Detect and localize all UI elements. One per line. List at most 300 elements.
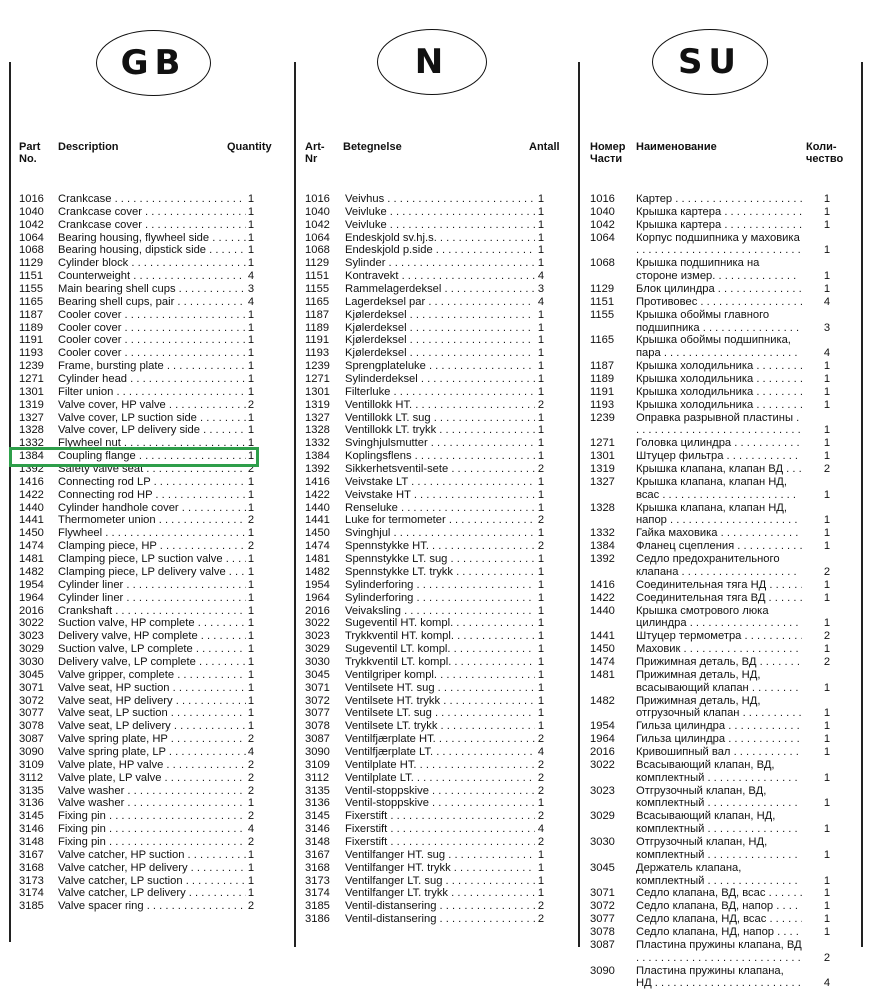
part-number: 1482: [19, 565, 44, 578]
part-description: Cylinder block . . .: [58, 257, 246, 270]
part-description: Маховик . . .: [636, 643, 802, 656]
su-table-row: [590, 733, 840, 746]
gb-table-row: [19, 232, 269, 245]
part-description: Ventil-stoppskive . . .: [345, 797, 535, 810]
gb-table-row: [19, 875, 269, 888]
n-table-row: [305, 553, 565, 566]
part-quantity: 1: [537, 411, 545, 424]
part-description: Седло клапана, ВД, всас . . .: [636, 887, 802, 900]
su-table-row: [590, 939, 840, 965]
part-quantity: 1: [247, 437, 255, 450]
part-quantity: 1: [247, 694, 255, 707]
n-table-row: [305, 437, 565, 450]
gb-table-row: [19, 772, 269, 785]
part-quantity: 1: [537, 321, 545, 334]
part-description: Cooler cover . . .: [58, 322, 246, 335]
part-number: 1416: [305, 475, 330, 488]
part-number: 1440: [590, 604, 615, 617]
part-number: 1392: [305, 463, 330, 476]
part-quantity: 1: [537, 874, 545, 887]
part-description: Отгрузочный клапан, ВД, комплектный . . .: [636, 785, 802, 811]
part-quantity: 1: [247, 244, 255, 257]
part-description: Крышка клапана, клапан ВД . . .: [636, 463, 802, 476]
part-description: Ventilsete LT. sug . . .: [345, 707, 535, 720]
part-quantity: 1: [537, 385, 545, 398]
n-table-row: [305, 579, 565, 592]
part-description: Valve washer . . .: [58, 797, 246, 810]
part-description: Trykkventil HT. kompl. . . .: [345, 630, 535, 643]
part-number: 1155: [590, 308, 615, 321]
part-description: Veivluke . . .: [345, 206, 535, 219]
part-description: Sikkerhetsventil-sete . . .: [345, 463, 535, 476]
su-table-row: [590, 463, 840, 476]
part-quantity: 2: [247, 540, 255, 553]
part-quantity: 2: [537, 784, 545, 797]
part-number: 2016: [305, 604, 330, 617]
su-table-row: [590, 219, 840, 232]
part-number: 3022: [590, 758, 615, 771]
part-quantity: 1: [247, 501, 255, 514]
part-quantity: 2: [247, 514, 255, 527]
part-number: 1964: [19, 591, 44, 604]
part-quantity: 2: [247, 771, 255, 784]
part-description: Bearing shell cups, pair . . .: [58, 296, 246, 309]
gb-table-row: [19, 720, 269, 733]
n-table-row: [305, 219, 565, 232]
part-number: 3078: [19, 720, 44, 733]
part-description: Прижимная деталь, ВД . . .: [636, 656, 802, 669]
n-table-row: [305, 695, 565, 708]
su-table-row: [590, 437, 840, 450]
part-description: Main bearing shell cups . . .: [58, 283, 246, 296]
part-number: 3109: [19, 758, 44, 771]
part-quantity: 1: [537, 218, 545, 231]
su-table-row: [590, 720, 840, 733]
su-table-row: [590, 360, 840, 373]
part-number: 1450: [590, 643, 615, 656]
part-description: Spennstykke LT. trykk . . .: [345, 566, 535, 579]
su-table-row: [590, 643, 840, 656]
part-description: Kontravekt . . .: [345, 270, 535, 283]
su-table-row: [590, 862, 840, 888]
part-quantity: 1: [247, 707, 255, 720]
part-quantity: 1: [537, 334, 545, 347]
part-number: 3168: [19, 861, 44, 874]
part-description: Крышка обоймы подшипника, пара . . .: [636, 334, 802, 360]
part-number: 3186: [305, 913, 330, 926]
gb-table-row: [19, 527, 269, 540]
gb-table-row: [19, 412, 269, 425]
part-number: 1040: [590, 205, 615, 218]
part-description: Valve catcher, LP delivery . . .: [58, 887, 246, 900]
n-table-row: [305, 309, 565, 322]
gb-table-row: [19, 682, 269, 695]
part-number: 1271: [305, 373, 330, 386]
part-quantity: 1: [247, 411, 255, 424]
part-number: 1165: [590, 334, 615, 347]
part-number: 1189: [19, 321, 44, 334]
n-table-row: [305, 669, 565, 682]
part-description: Coupling flange . . .: [58, 450, 246, 463]
part-description: Kjølerdeksel . . .: [345, 334, 535, 347]
part-number: 1384: [19, 450, 44, 463]
part-quantity: 2: [247, 733, 255, 746]
n-table-row: [305, 334, 565, 347]
part-number: 1064: [305, 231, 330, 244]
part-quantity: 1: [823, 540, 831, 553]
n-table-row: [305, 489, 565, 502]
part-number: 3071: [305, 681, 330, 694]
part-description: Kjølerdeksel . . .: [345, 322, 535, 335]
part-quantity: 1: [247, 578, 255, 591]
n-header-description: Betegnelse: [343, 141, 402, 153]
part-description: Держатель клапана, комплектный . . .: [636, 862, 802, 888]
part-number: 1954: [590, 720, 615, 733]
part-number: 1422: [590, 591, 615, 604]
part-description: Flywheel nut . . .: [58, 437, 246, 450]
part-number: 1964: [305, 591, 330, 604]
part-description: Veivluke . . .: [345, 219, 535, 232]
su-table-row: [590, 579, 840, 592]
part-quantity: 1: [823, 900, 831, 913]
part-description: Пластина пружины клапана, ВД . . .: [636, 939, 802, 965]
part-number: 1954: [19, 578, 44, 591]
part-number: 3173: [19, 874, 44, 887]
part-description: Kjølerdeksel . . .: [345, 309, 535, 322]
part-description: Всасывающий клапан, ВД, комплектный . . .: [636, 759, 802, 785]
part-quantity: 2: [247, 835, 255, 848]
part-description: Bearing housing, flywheel side . . .: [58, 232, 246, 245]
part-quantity: 1: [537, 617, 545, 630]
part-number: 3077: [19, 707, 44, 720]
part-quantity: 1: [247, 385, 255, 398]
n-table-row: [305, 797, 565, 810]
part-description: Головка цилиндра . . .: [636, 437, 802, 450]
gb-table-row: [19, 630, 269, 643]
part-description: Valve cover, LP delivery side . . .: [58, 424, 246, 437]
part-quantity: 1: [823, 385, 831, 398]
n-table-row: [305, 785, 565, 798]
n-table-row: [305, 849, 565, 862]
part-number: 3071: [590, 887, 615, 900]
part-number: 3029: [590, 810, 615, 823]
n-table-row: [305, 772, 565, 785]
part-quantity: 1: [537, 488, 545, 501]
part-number: 1332: [19, 437, 44, 450]
part-description: Trykkventil LT. kompl. . . .: [345, 656, 535, 669]
part-quantity: 1: [247, 257, 255, 270]
part-number: 3045: [19, 668, 44, 681]
n-table-row: [305, 540, 565, 553]
part-description: Ventilsete LT. trykk . . .: [345, 720, 535, 733]
gb-header-part: Part No.: [19, 141, 41, 165]
part-number: 3077: [590, 913, 615, 926]
part-quantity: 2: [537, 900, 545, 913]
part-description: Cooler cover . . .: [58, 334, 246, 347]
part-quantity: 1: [247, 604, 255, 617]
part-quantity: 1: [537, 848, 545, 861]
part-number: 1319: [305, 398, 330, 411]
part-number: 1042: [305, 218, 330, 231]
part-description: Suction valve, HP complete . . .: [58, 617, 246, 630]
part-quantity: 1: [823, 218, 831, 231]
su-table-row: [590, 540, 840, 553]
part-description: Sprengplateluke . . .: [345, 360, 535, 373]
part-number: 1068: [590, 257, 615, 270]
part-description: Endeskjold p.side . . .: [345, 244, 535, 257]
su-table-row: [590, 476, 840, 502]
part-description: Veivaksling . . .: [345, 605, 535, 618]
su-table-row: [590, 257, 840, 283]
su-table-row: [590, 553, 840, 579]
part-number: 1301: [590, 450, 615, 463]
part-quantity: 1: [537, 668, 545, 681]
part-description: Delivery valve, LP complete . . .: [58, 656, 246, 669]
part-quantity: 2: [247, 463, 255, 476]
part-number: 3072: [19, 694, 44, 707]
part-number: 1440: [305, 501, 330, 514]
gb-table-row: [19, 669, 269, 682]
part-number: 3087: [19, 733, 44, 746]
n-table-row: [305, 746, 565, 759]
part-quantity: 1: [537, 244, 545, 257]
part-quantity: 1: [537, 308, 545, 321]
column-divider-middle: [294, 62, 296, 947]
part-quantity: 4: [247, 270, 255, 283]
part-number: 3072: [590, 900, 615, 913]
part-quantity: 4: [537, 270, 545, 283]
part-number: 1392: [590, 553, 615, 566]
part-number: 3090: [19, 745, 44, 758]
part-description: Fixerstift . . .: [345, 836, 535, 849]
part-number: 3045: [590, 861, 615, 874]
part-number: 3072: [305, 694, 330, 707]
su-table-row: [590, 965, 840, 990]
su-table-row: [590, 810, 840, 836]
gb-table-row: [19, 836, 269, 849]
su-table-row: [590, 913, 840, 926]
language-badge-su: SU: [652, 29, 768, 95]
gb-table-row: [19, 257, 269, 270]
su-table-row: [590, 309, 840, 335]
part-number: 3135: [305, 784, 330, 797]
part-description: Крышка клапана, клапан НД, всас . . .: [636, 476, 802, 502]
part-number: 3030: [305, 655, 330, 668]
part-number: 1155: [305, 283, 330, 296]
part-quantity: 1: [247, 887, 255, 900]
part-quantity: 1: [247, 360, 255, 373]
part-quantity: 2: [823, 655, 831, 668]
n-table-row: [305, 502, 565, 515]
gb-table-row: [19, 849, 269, 862]
part-quantity: 2: [537, 733, 545, 746]
gb-table-row: [19, 540, 269, 553]
part-quantity: 1: [247, 591, 255, 604]
part-description: Valve catcher, HP suction . . .: [58, 849, 246, 862]
part-description: Крышка холодильника . . .: [636, 386, 802, 399]
part-quantity: 1: [537, 360, 545, 373]
part-number: 1450: [19, 527, 44, 540]
part-description: Svinghjulsmutter . . .: [345, 437, 535, 450]
part-description: Ventilsete HT. sug . . .: [345, 682, 535, 695]
part-description: Sylinderforing . . .: [345, 592, 535, 605]
su-header-description: Наименование: [636, 141, 717, 153]
su-table-row: [590, 630, 840, 643]
part-number: 1954: [305, 578, 330, 591]
part-number: 3168: [305, 861, 330, 874]
n-table-row: [305, 836, 565, 849]
part-quantity: 4: [247, 295, 255, 308]
part-description: Veivhus . . .: [345, 193, 535, 206]
su-table-row: [590, 592, 840, 605]
part-description: Отгрузочный клапан, НД, комплектный . . .: [636, 836, 802, 862]
part-number: 3045: [305, 668, 330, 681]
part-number: 3112: [19, 771, 44, 784]
part-number: 3167: [305, 848, 330, 861]
language-badge-gb: GB: [96, 30, 211, 96]
part-number: 1165: [305, 295, 330, 308]
gb-table-row: [19, 656, 269, 669]
gb-table-row: [19, 489, 269, 502]
part-description: Крышка холодильника . . .: [636, 399, 802, 412]
part-number: 3023: [19, 630, 44, 643]
part-quantity: 1: [247, 488, 255, 501]
part-number: 1416: [19, 475, 44, 488]
n-table-row: [305, 887, 565, 900]
part-description: Ventillokk LT. sug . . .: [345, 412, 535, 425]
part-number: 1422: [19, 488, 44, 501]
part-description: Crankshaft . . .: [58, 605, 246, 618]
part-description: Valve spring plate, HP . . .: [58, 733, 246, 746]
part-number: 1441: [305, 514, 330, 527]
gb-table-row: [19, 270, 269, 283]
part-description: Гильза цилиндра . . .: [636, 720, 802, 733]
n-table-row: [305, 656, 565, 669]
gb-table-row: [19, 566, 269, 579]
part-quantity: 2: [247, 784, 255, 797]
part-description: Cooler cover . . .: [58, 309, 246, 322]
part-quantity: 1: [537, 205, 545, 218]
part-quantity: 1: [823, 745, 831, 758]
part-number: 1474: [590, 655, 615, 668]
part-number: 1301: [19, 385, 44, 398]
gb-table-row: [19, 900, 269, 913]
part-quantity: 2: [537, 398, 545, 411]
part-description: Ventil-stoppskive . . .: [345, 785, 535, 798]
part-description: Valve spring plate, LP . . .: [58, 746, 246, 759]
part-quantity: 1: [537, 347, 545, 360]
su-table-row: [590, 669, 840, 695]
n-table-row: [305, 296, 565, 309]
part-number: 1016: [19, 193, 44, 205]
part-number: 1327: [19, 411, 44, 424]
part-number: 1129: [590, 283, 615, 296]
part-description: Veivstake LT . . .: [345, 476, 535, 489]
n-table-row: [305, 810, 565, 823]
part-quantity: 1: [537, 681, 545, 694]
part-number: 3023: [590, 784, 615, 797]
gb-table-row: [19, 553, 269, 566]
part-number: 3022: [19, 617, 44, 630]
gb-table-row: [19, 746, 269, 759]
part-quantity: 1: [823, 193, 831, 205]
part-description: Valve seat, HP delivery . . .: [58, 695, 246, 708]
su-table-row: [590, 695, 840, 721]
part-quantity: 4: [537, 745, 545, 758]
part-description: Sugeventil LT. kompl. . . .: [345, 643, 535, 656]
su-table-row: [590, 746, 840, 759]
part-number: 1332: [305, 437, 330, 450]
gb-table-row: [19, 785, 269, 798]
part-quantity: 1: [537, 591, 545, 604]
part-description: Кривошипный вал . . .: [636, 746, 802, 759]
part-number: 1016: [590, 193, 615, 205]
part-description: Ventilfjærplate HT. . . .: [345, 733, 535, 746]
part-quantity: 1: [537, 373, 545, 386]
part-number: 1187: [590, 360, 615, 373]
part-quantity: 1: [537, 797, 545, 810]
gb-table-row: [19, 309, 269, 322]
n-table-row: [305, 322, 565, 335]
part-quantity: 1: [537, 553, 545, 566]
part-description: Оправка разрывной пластины . . .: [636, 412, 802, 438]
part-quantity: 2: [247, 398, 255, 411]
part-number: 1042: [19, 218, 44, 231]
n-table-row: [305, 232, 565, 245]
part-description: Cooler cover . . .: [58, 347, 246, 360]
n-table-row: [305, 617, 565, 630]
part-number: 1319: [19, 398, 44, 411]
part-description: Delivery valve, HP complete . . .: [58, 630, 246, 643]
part-description: Connecting rod LP . . .: [58, 476, 246, 489]
gb-table-row: [19, 424, 269, 437]
part-description: Седло клапана, ВД, напор . . .: [636, 900, 802, 913]
part-description: Штуцер термометра . . .: [636, 630, 802, 643]
part-quantity: 1: [537, 565, 545, 578]
part-number: 1189: [590, 373, 615, 386]
part-description: Kjølerdeksel . . .: [345, 347, 535, 360]
part-number: 1271: [19, 373, 44, 386]
part-description: Thermometer union . . .: [58, 514, 246, 527]
part-number: 1193: [305, 347, 330, 360]
part-description: Fixing pin . . .: [58, 823, 246, 836]
part-quantity: 1: [247, 681, 255, 694]
gb-table-row: [19, 347, 269, 360]
part-number: 1384: [590, 540, 615, 553]
part-description: Valve cover, LP suction side . . .: [58, 412, 246, 425]
part-number: 3185: [305, 900, 330, 913]
n-table-row: [305, 206, 565, 219]
part-description: Clamping piece, LP delivery valve . . .: [58, 566, 246, 579]
gb-table-row: [19, 823, 269, 836]
part-number: 1191: [305, 334, 330, 347]
part-description: Endeskjold sv.hj.s. . . .: [345, 232, 535, 245]
n-table-row: [305, 424, 565, 437]
gb-table-row: [19, 244, 269, 257]
su-table-row: [590, 887, 840, 900]
part-description: Ventilfanger HT. trykk . . .: [345, 862, 535, 875]
part-description: Крышка холодильника . . .: [636, 360, 802, 373]
part-number: 3135: [19, 784, 44, 797]
part-number: 3146: [19, 823, 44, 836]
part-quantity: 1: [823, 617, 831, 630]
part-quantity: 1: [823, 913, 831, 926]
part-description: Ventilfanger LT. sug . . .: [345, 875, 535, 888]
part-quantity: 2: [537, 810, 545, 823]
part-number: 2016: [19, 604, 44, 617]
gb-table-row: [19, 334, 269, 347]
part-quantity: 1: [823, 578, 831, 591]
